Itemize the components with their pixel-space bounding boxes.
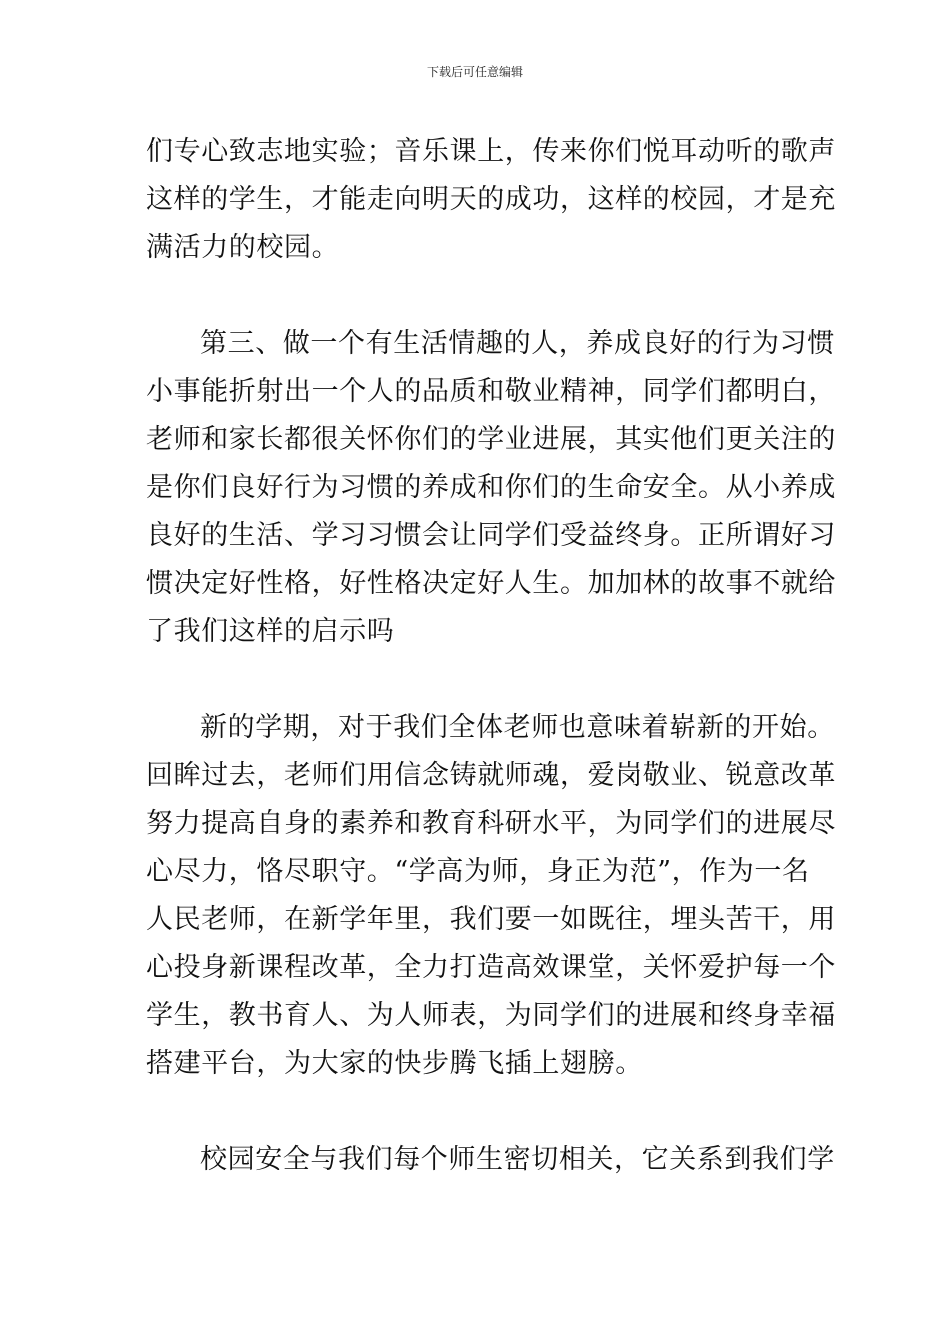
text-line: 满活力的校园。 <box>146 232 340 263</box>
paragraph-spacer <box>146 656 826 704</box>
text-line: 这样的学生，才能走向明天的成功，这样的校园，才是充 <box>146 184 836 215</box>
text-line: 了我们这样的启示吗 <box>146 616 395 647</box>
paragraph-3 <box>146 704 836 1088</box>
text-line: 人民老师，在新学年里，我们要一如既往，埋头苦干，用 <box>146 904 836 935</box>
paragraph-1 <box>146 128 836 272</box>
text-line: 是你们良好行为习惯的养成和你们的生命安全。从小养成 <box>146 472 836 503</box>
text-line: 小事能折射出一个人的品质和敬业精神，同学们都明白， <box>146 376 836 407</box>
text-line: 心尽力，恪尽职守。“学高为师，身正为范”，作为一名 <box>146 856 810 887</box>
text-line: 第三、做一个有生活情趣的人，养成良好的行为习惯 <box>200 328 835 359</box>
text-line: 回眸过去，老师们用信念铸就师魂，爱岗敬业、锐意改革 <box>146 760 836 791</box>
text-line: 老师和家长都很关怀你们的学业进展，其实他们更关注的 <box>146 424 836 455</box>
text-line: 们专心致志地实验；音乐课上，传来你们悦耳动听的歌声 <box>146 136 836 167</box>
paragraph-spacer <box>146 1088 826 1136</box>
text-line: 学生，教书育人、为人师表，为同学们的进展和终身幸福 <box>146 1000 836 1031</box>
paragraph-spacer <box>146 272 826 320</box>
text-line: 良好的生活、学习习惯会让同学们受益终身。正所谓好习 <box>146 520 836 551</box>
text-line: 新的学期，对于我们全体老师也意味着崭新的开始。 <box>200 712 835 743</box>
text-line: 心投身新课程改革，全力打造高效课堂，关怀爱护每一个 <box>146 952 836 983</box>
text-line: 努力提高自身的素养和教育科研水平，为同学们的进展尽 <box>146 808 836 839</box>
text-line: 惯决定好性格，好性格决定好人生。加加林的故事不就给 <box>146 568 836 599</box>
paragraph-4 <box>146 1136 835 1184</box>
document-body <box>146 128 836 1184</box>
page-header: 下载后可任意编辑 <box>426 65 523 79</box>
text-line: 校园安全与我们每个师生密切相关，它关系到我们学 <box>200 1144 835 1175</box>
text-line: 搭建平台，为大家的快步腾飞插上翅膀。 <box>146 1048 643 1079</box>
paragraph-2 <box>146 320 836 656</box>
